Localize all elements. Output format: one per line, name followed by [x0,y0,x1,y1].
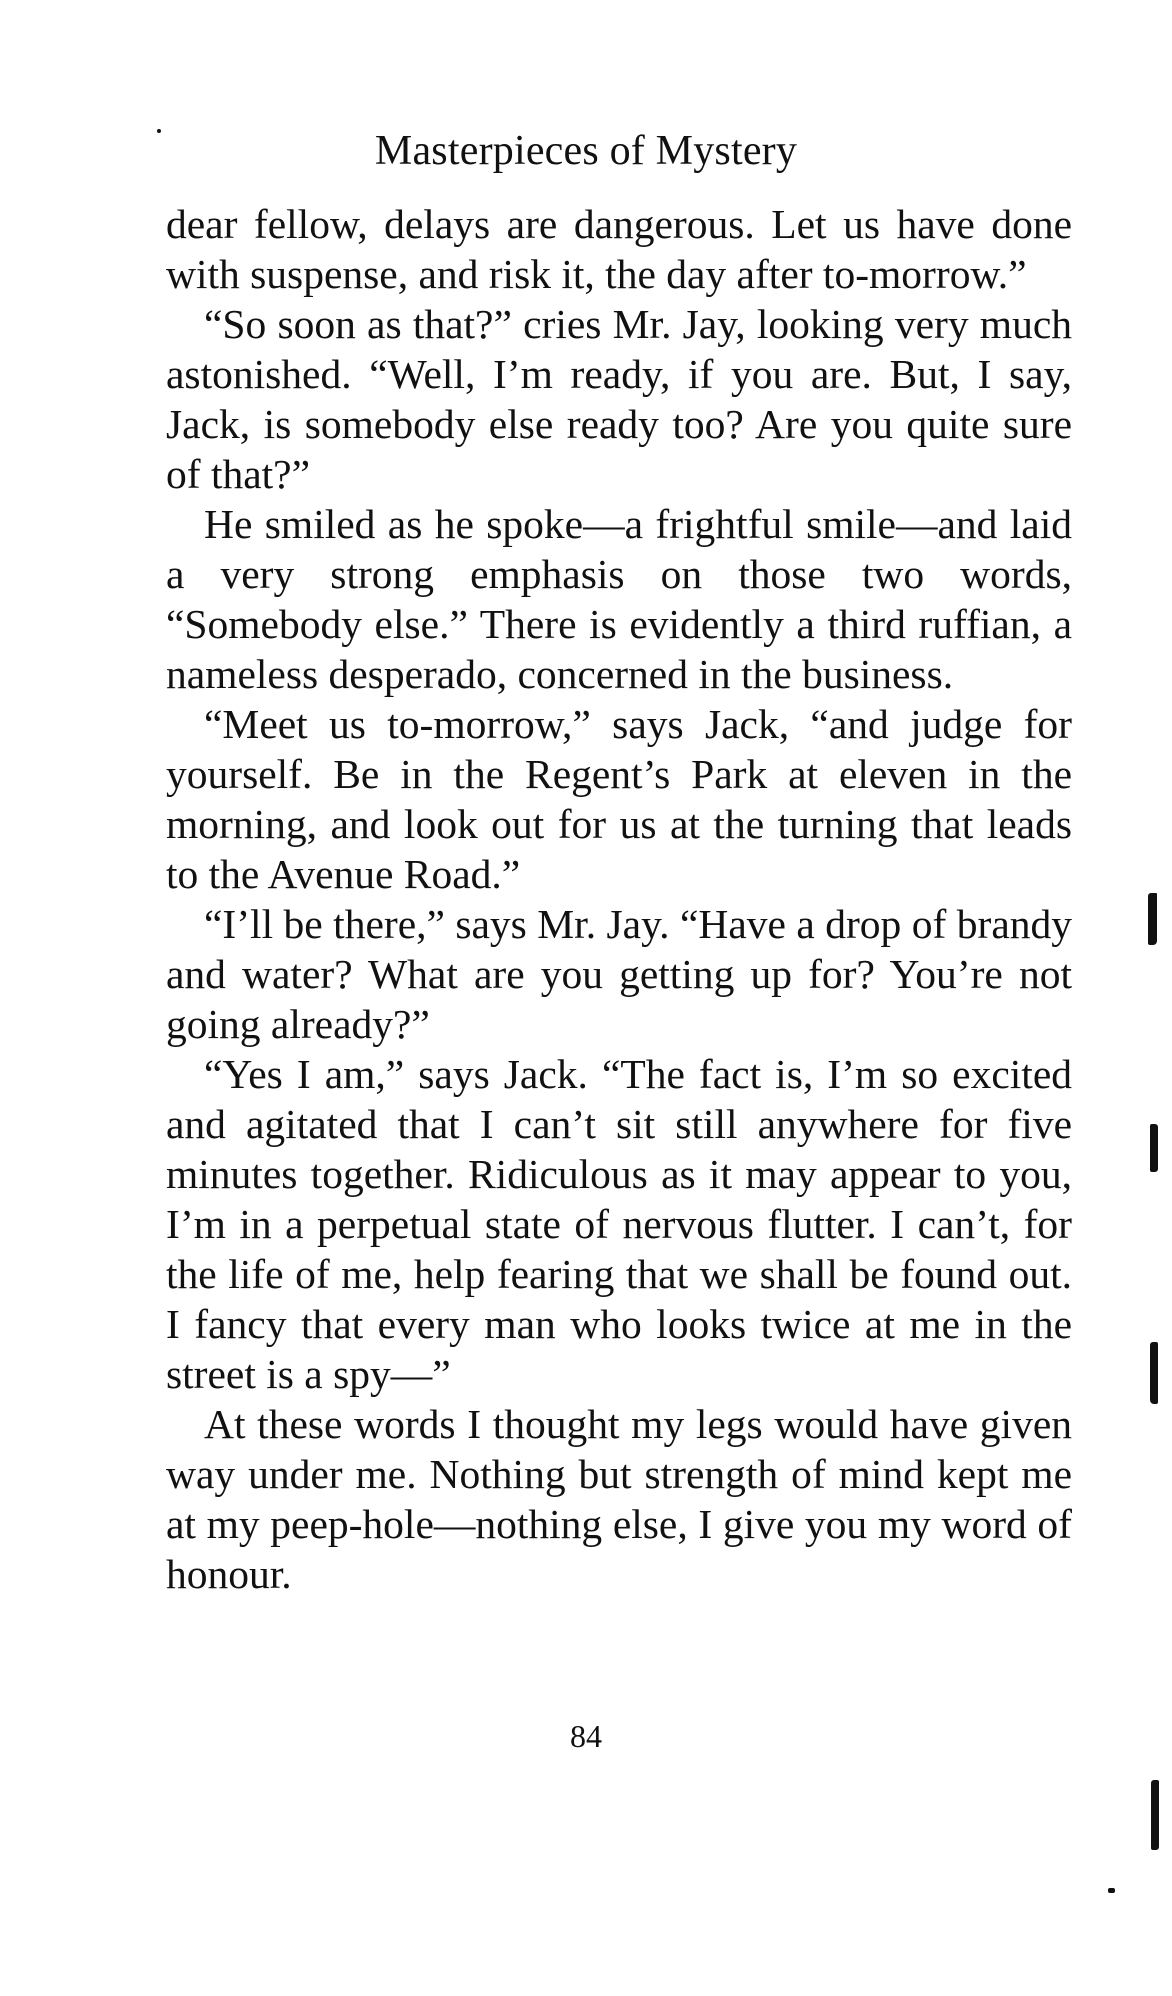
paragraph-2: “So soon as that?” cries Mr. Jay, looking very much astonished. “Well, I’m ready, if you are. But, I say, Jack, is somebody else ready too? Are you quite sure of that?” [166,301,1072,497]
body-text [166,199,1072,1599]
scan-mark [1150,1124,1158,1172]
paragraph-4: “Meet us to-morrow,” says Jack, “and judge for yourself. Be in the Regent’s Park at eleven in the morning, and look out for us at the turning that leads to the Avenue Road.” [166,701,1072,897]
page-number: 84 [570,1718,602,1754]
running-head: Masterpieces of Mystery [374,128,798,174]
scan-speck [157,129,161,133]
paragraph-6: “Yes I am,” says Jack. “The fact is, I’m so excited and agitated that I can’t sit still anywhere for five minutes together. Ridiculous as it may appear to you, I’m in a perpetual state of nervous flutter. I can’t, for the life of me, help fearing that we shall be found out. I fancy that every man who looks twice at me in the street is a spy—” [166,1051,1072,1397]
scan-mark [1148,893,1157,945]
paragraph-1: dear fellow, delays are dangerous. Let us have done with suspense, and risk it, the day after to-morrow.” [166,201,1072,297]
scan-mark [1151,1780,1159,1850]
scan-speck [1108,1888,1115,1893]
paragraph-5: “I’ll be there,” says Mr. Jay. “Have a drop of brandy and water? What are you getting up for? You’re not going already?” [166,901,1072,1047]
scan-mark [1150,1342,1158,1404]
paragraph-7: At these words I thought my legs would have given way under me. Nothing but strength of mind kept me at my peep-hole—nothing else, I give you my word of honour. [166,1401,1072,1597]
paragraph-3: He smiled as he spoke—a frightful smile—and laid a very strong emphasis on those two words, “Somebody else.” There is evidently a third ruffian, a nameless desperado, concerned in the business. [166,501,1072,697]
